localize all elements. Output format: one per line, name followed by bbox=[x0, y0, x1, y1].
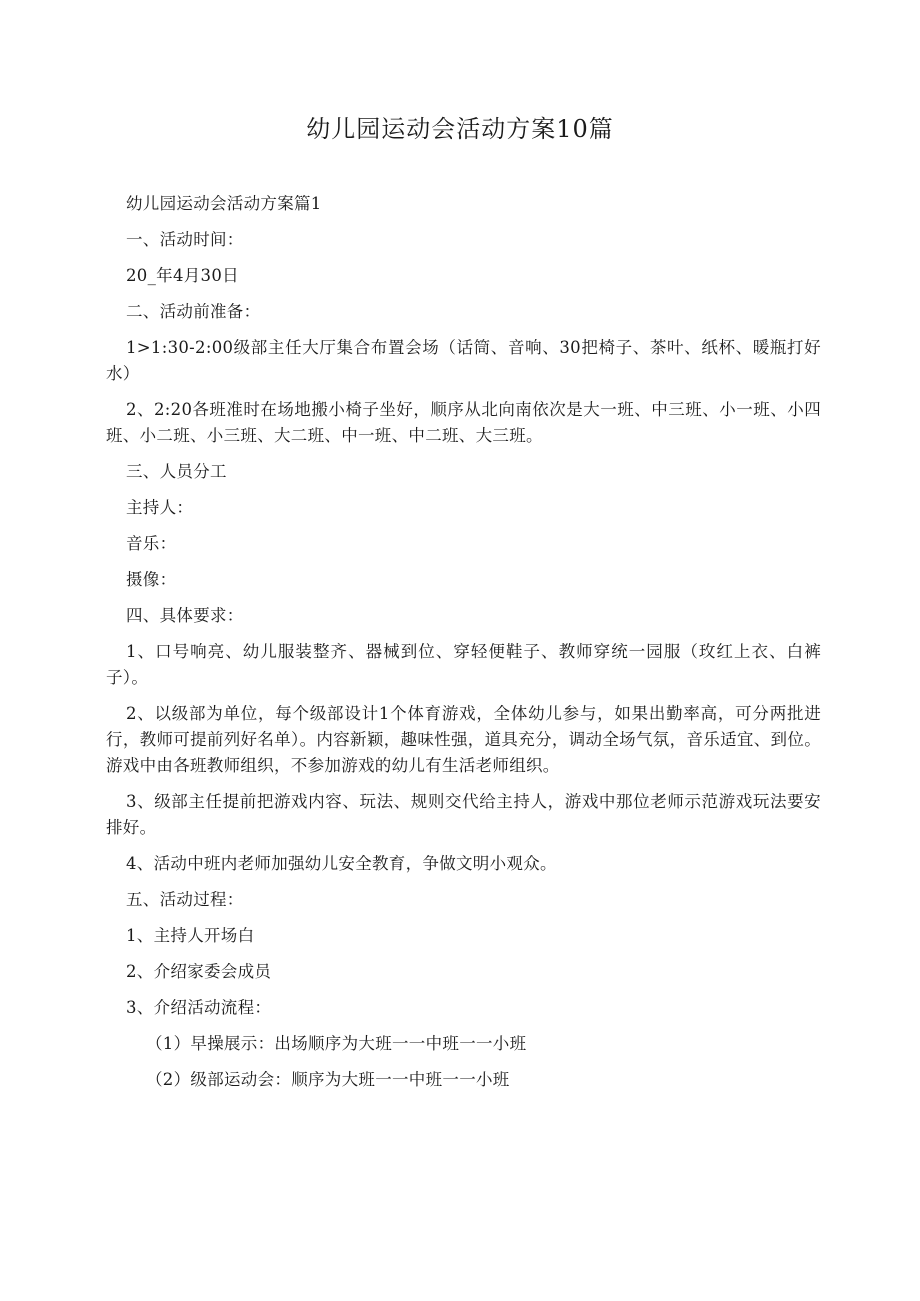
paragraph-staff-host: 主持人： bbox=[126, 498, 194, 517]
paragraph-process-heading: 五、活动过程： bbox=[126, 890, 244, 909]
paragraph-staff-heading: 三、人员分工 bbox=[126, 462, 227, 481]
paragraph-process-item-2: 2、介绍家委会成员 bbox=[126, 962, 272, 981]
paragraph-section-heading: 幼儿园运动会活动方案篇1 bbox=[126, 194, 322, 213]
paragraph-process-item-3: 3、介绍活动流程： bbox=[126, 998, 272, 1017]
paragraph-staff-camera: 摄像： bbox=[126, 570, 177, 589]
paragraph-preparation-item-1: 1>1:30-2:00级部主任大厅集合布置会场（话筒、音响、30把椅子、茶叶、纸杯、暖瓶打好水） bbox=[106, 338, 821, 383]
paragraph-activity-date: 20_年4月30日 bbox=[126, 266, 239, 285]
document-body bbox=[106, 191, 821, 1103]
paragraph-preparation-item-2: 2、2:20各班准时在场地搬小椅子坐好，顺序从北向南依次是大一班、中三班、小一班、小四班、小二班、小三班、大二班、中一班、中二班、大三班。 bbox=[106, 400, 821, 445]
paragraph-process-item-1: 1、主持人开场白 bbox=[126, 926, 255, 945]
paragraph-staff-music: 音乐： bbox=[126, 534, 177, 553]
paragraph-requirement-3: 3、级部主任提前把游戏内容、玩法、规则交代给主持人，游戏中那位老师示范游戏玩法要安排好。 bbox=[106, 792, 821, 837]
document-title: 幼儿园运动会活动方案10篇 bbox=[306, 115, 614, 143]
paragraph-requirement-1: 1、口号响亮、幼儿服装整齐、器械到位、穿轻便鞋子、教师穿统一园服（玫红上衣、白裤子）。 bbox=[106, 642, 821, 687]
paragraph-process-subitem-2: （2）级部运动会：顺序为大班一一中班一一小班 bbox=[146, 1070, 510, 1089]
paragraph-process-subitem-1: （1）早操展示：出场顺序为大班一一中班一一小班 bbox=[146, 1034, 527, 1053]
paragraph-requirement-4: 4、活动中班内老师加强幼儿安全教育，争做文明小观众。 bbox=[126, 854, 557, 873]
paragraph-preparation-heading: 二、活动前准备： bbox=[126, 302, 261, 321]
paragraph-requirement-2: 2、以级部为单位，每个级部设计1个体育游戏，全体幼儿参与，如果出勤率高，可分两批进行，教师可提前列好名单）。内容新颖，趣味性强，道具充分，调动全场气氛，音乐适宜、到位。游戏中由各班教师组织，不参加游戏的幼儿有生活老师组织。 bbox=[106, 704, 821, 775]
paragraph-requirements-heading: 四、具体要求： bbox=[126, 606, 244, 625]
paragraph-activity-time-heading: 一、活动时间： bbox=[126, 230, 244, 249]
